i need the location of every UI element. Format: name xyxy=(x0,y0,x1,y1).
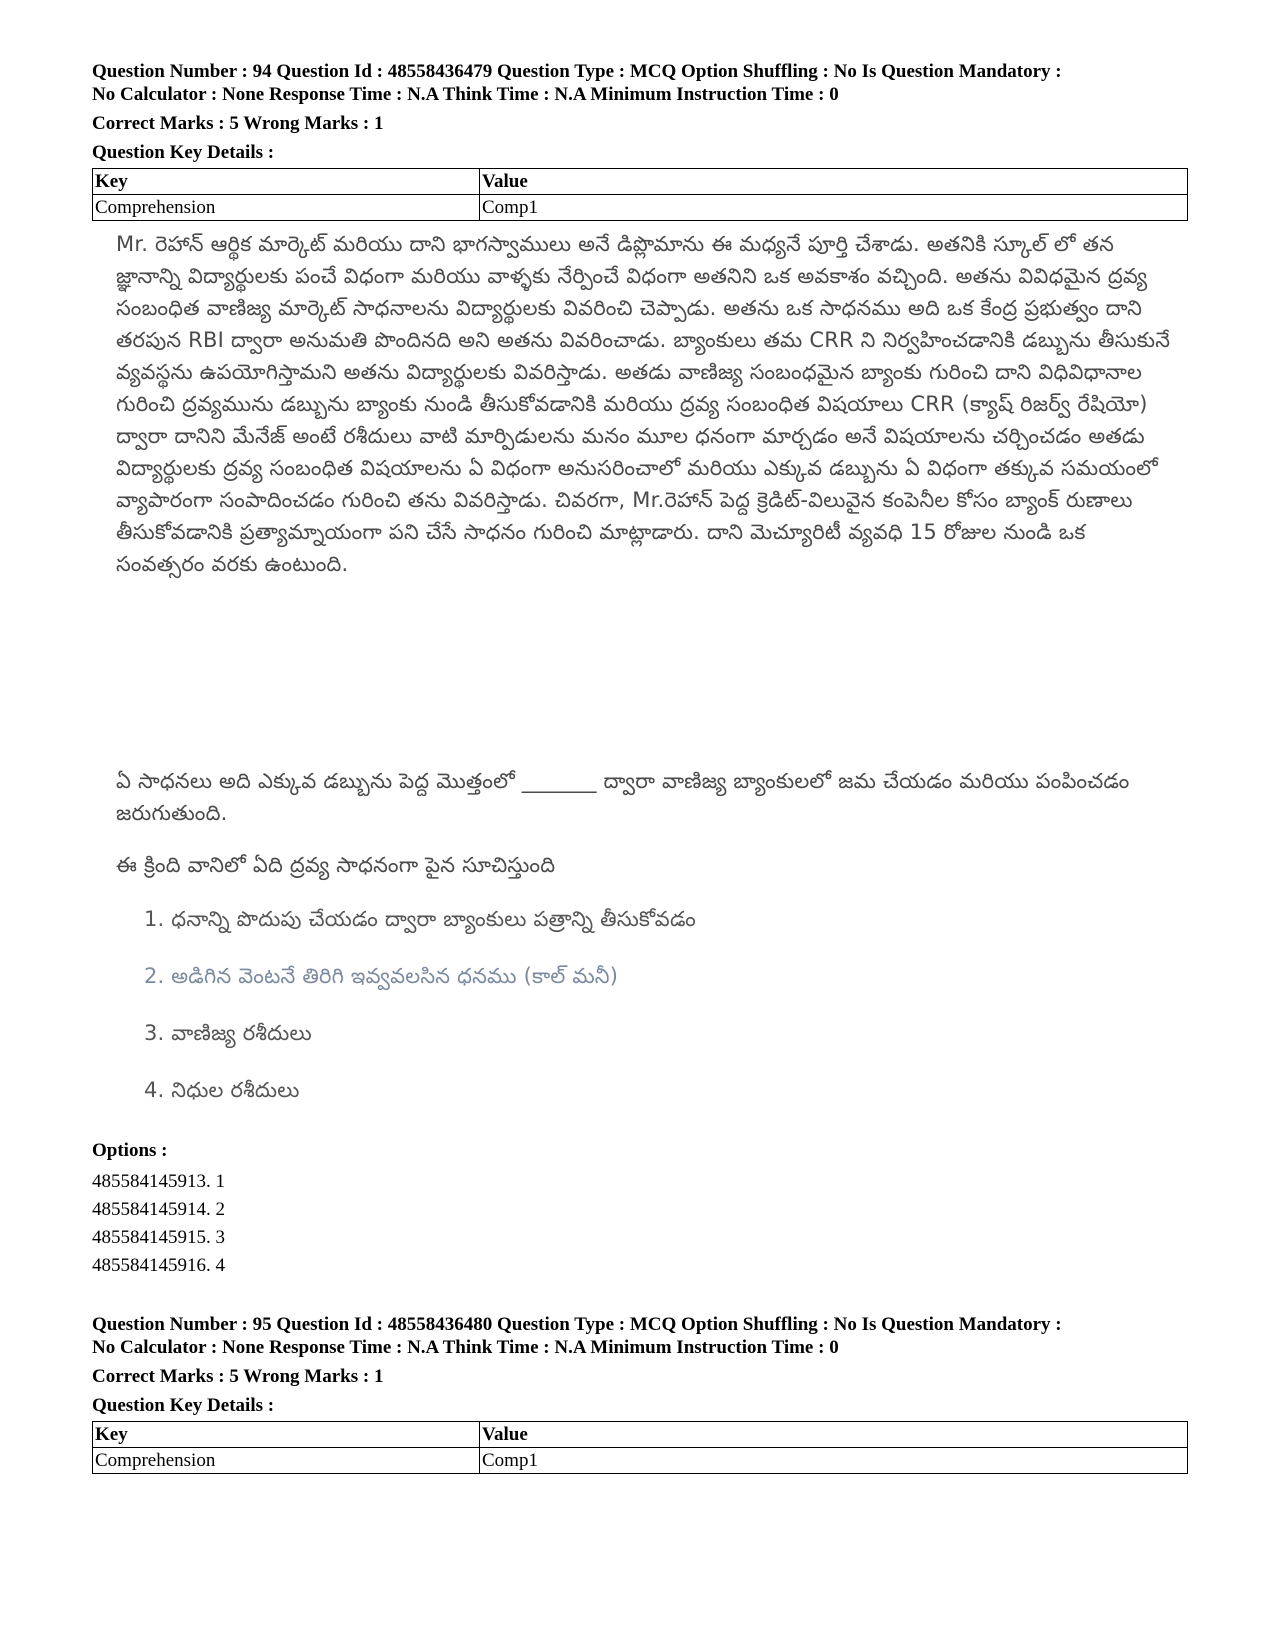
choice-list xyxy=(144,903,1176,1106)
options-label: Options : xyxy=(92,1140,168,1161)
question-94-meta-line-1: Question Number : 94 Question Id : 48558436479 Question Type : MCQ Option Shuffling : No Is Question Mandatory : xyxy=(92,61,1062,82)
table-header-key: Key xyxy=(93,169,480,195)
options-list xyxy=(92,1168,225,1280)
comprehension-passage: Mr. రెహాన్ ఆర్థిక మార్కెట్ మరియు దాని భాగస్వాములు అనే డిప్లొమాను ఈ మధ్యనే పూర్తి చేశాడు. అతనికి స్కూల్ లో తన జ్ఞానాన్ని విద్యార్థులకు పంచే విధంగా మరియు వాళ్ళకు నేర్పించే విధంగా అతనిని ఒక అవకాశం వచ్చింది. అతను వివిధమైన ద్రవ్య సంబంధిత వాణిజ్య మార్కెట్ సాధనాలను విద్యార్థులకు వివరించి చెప్పాడు. అతను ఒక సాధనము అది ఒక కేంద్ర ప్రభుత్వం దాని తరపున RBI ద్వారా అనుమతి పొందినది అని అతను వివరించాడు. బ్యాంకులు తమ CRR ని నిర్వహించడానికి డబ్బును తీసుకునే వ్యవస్థను ఉపయోగిస్తామని అతను విద్యార్థులకు వివరిస్తాడు. అతడు వాణిజ్య సంబంధమైన బ్యాంకు గురించి దాని విధివిధానాల గురించి ద్రవ్యమును డబ్బును బ్యాంకు నుండి తీసుకోవడానికి మరియు ద్రవ్య సంబంధిత విషయాలు CRR (క్యాష్ రిజర్వ్ రేషియో) ద్వారా దానిని మేనేజ్ అంటే రశీదులు వాటి మార్పిడులను మనం మూల ధనంగా మార్చడం అనే విషయాలను చర్చించడం అతడు విద్యార్థులకు ద్రవ్య సంబంధిత విషయాలను ఏ విధంగా అనుసరించాలో మరియు ఎక్కువ డబ్బును ఏ విధంగా తక్కువ సమయంలో వ్యాపారంగా సంపాదించడం గురించి తను వివరిస్తాడు. చివరగా, Mr.రెహాన్ పెద్ద క్రెడిట్-విలువైన కంపెనీల కోసం బ్యాంక్ రుణాలు తీసుకోవడానికి ప్రత్యామ్నాయంగా పని చేసే సాధనం గురించి మాట్లాడారు. దాని మెచ్యూరిటీ వ్యవధి 15 రోజుల నుండి ఒక సంవత్సరం వరకు ఉంటుంది. xyxy=(116,232,1171,576)
question-95-key-table xyxy=(92,1421,1188,1474)
choice-item-2: 2. అడిగిన వెంటనే తిరిగి ఇవ్వవలసిన ధనము (కాల్ మనీ) xyxy=(144,964,619,988)
question-95-meta-line-1: Question Number : 95 Question Id : 48558436480 Question Type : MCQ Option Shuffling : No Is Question Mandatory : xyxy=(92,1314,1062,1335)
question-95-header xyxy=(92,1313,1187,1474)
table-cell-value: Comp1 xyxy=(480,195,1188,221)
question-94-body xyxy=(116,765,1176,1131)
table-header-key: Key xyxy=(93,1422,480,1448)
table-header-value: Value xyxy=(480,169,1188,195)
question-stem: ఏ సాధనలు అది ఎక్కువ డబ్బును పెద్ద మొత్తంలో _______ ద్వారా వాణిజ్య బ్యాంకులలో జమ చేయడం మరియు పంపించడం జరుగుతుంది. xyxy=(116,769,1130,825)
question-instruction: ఈ క్రింది వానిలో ఏది ద్రవ్య సాధనంగా పైన సూచిస్తుంది xyxy=(116,853,556,877)
question-94-marks: Correct Marks : 5 Wrong Marks : 1 xyxy=(92,113,384,134)
choice-item-3: 3. వాణిజ్య రశీదులు xyxy=(144,1021,312,1045)
table-header-row xyxy=(93,169,1188,195)
question-94-header xyxy=(92,60,1187,221)
question-95-key-details-label: Question Key Details : xyxy=(92,1395,275,1416)
table-cell-value: Comp1 xyxy=(480,1448,1188,1474)
question-94-meta-line-2: No Calculator : None Response Time : N.A Think Time : N.A Minimum Instruction Time : 0 xyxy=(92,84,839,105)
table-row xyxy=(93,195,1188,221)
table-header-value: Value xyxy=(480,1422,1188,1448)
question-95-marks: Correct Marks : 5 Wrong Marks : 1 xyxy=(92,1366,384,1387)
option-item-3: 485584145915. 3 xyxy=(92,1227,225,1248)
choice-item-1: 1. ధనాన్ని పొదుపు చేయడం ద్వారా బ్యాంకులు పత్రాన్ని తీసుకోవడం xyxy=(144,907,697,931)
option-item-1: 485584145913. 1 xyxy=(92,1171,225,1192)
table-cell-key: Comprehension xyxy=(93,195,480,221)
table-header-row xyxy=(93,1422,1188,1448)
table-cell-key: Comprehension xyxy=(93,1448,480,1474)
table-row xyxy=(93,1448,1188,1474)
choice-item-4: 4. నిధుల రశీదులు xyxy=(144,1078,300,1102)
question-94-key-table xyxy=(92,168,1188,221)
question-95-meta-line-2: No Calculator : None Response Time : N.A Think Time : N.A Minimum Instruction Time : 0 xyxy=(92,1337,839,1358)
question-94-key-details-label: Question Key Details : xyxy=(92,142,275,163)
option-item-2: 485584145914. 2 xyxy=(92,1199,225,1220)
option-item-4: 485584145916. 4 xyxy=(92,1255,225,1276)
